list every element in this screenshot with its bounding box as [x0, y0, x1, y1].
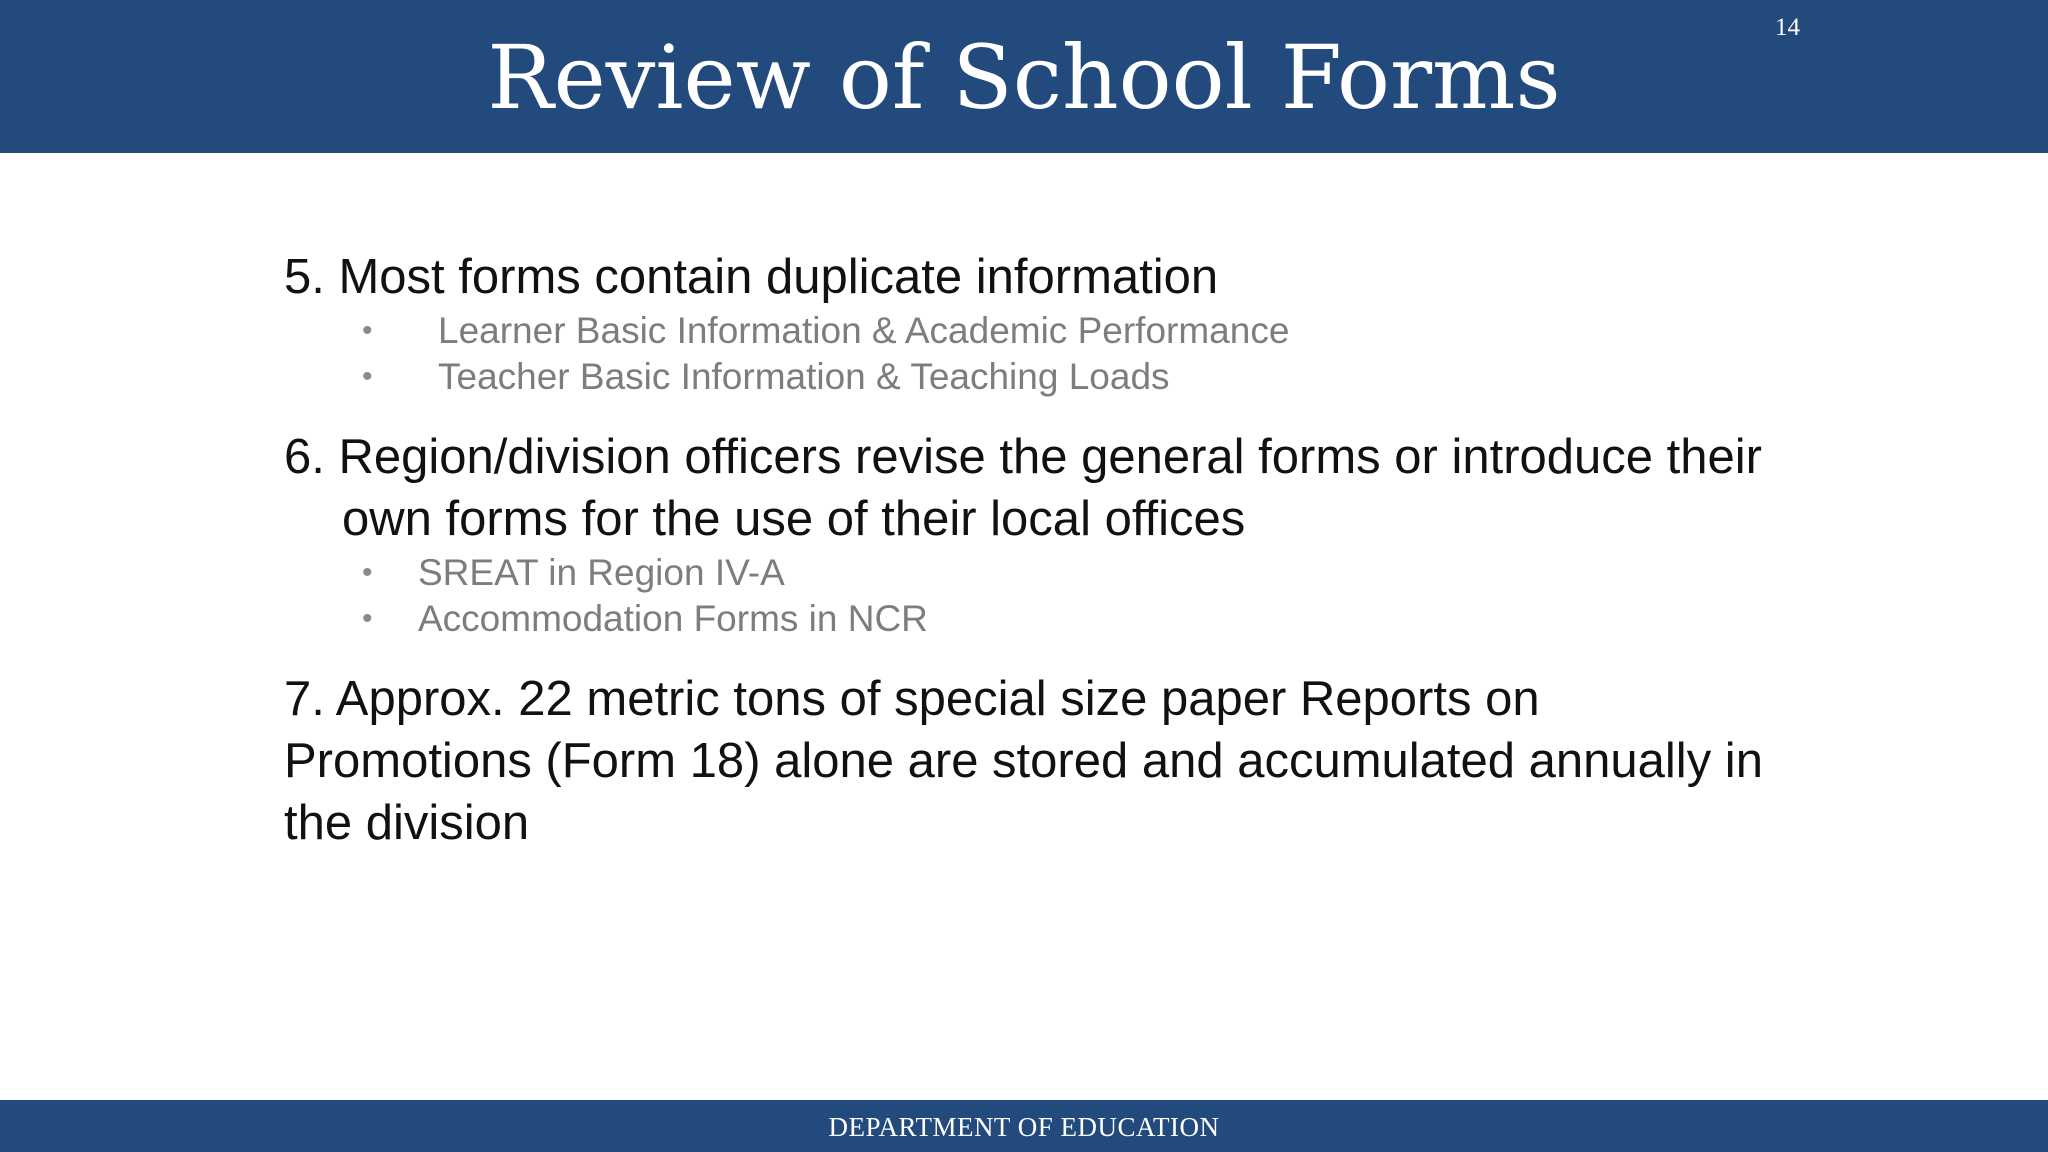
slide-content [284, 246, 1784, 854]
footer-label: DEPARTMENT OF EDUCATION [828, 1112, 1220, 1142]
point-5-text: 5. Most forms contain duplicate information [284, 250, 1219, 304]
bullet-icon: • [362, 314, 373, 347]
list-item [284, 550, 1784, 596]
point-5-sub-list [284, 308, 1784, 400]
slide-title: Review of School Forms [487, 26, 1561, 129]
sub-item-text: SREAT in Region IV-A [418, 552, 785, 593]
footer-band [0, 1100, 2048, 1152]
point-6-sub-list [284, 550, 1784, 642]
list-item [284, 354, 1784, 400]
point-5 [284, 246, 1784, 400]
bullet-icon: • [362, 602, 373, 635]
sub-item-text: Teacher Basic Information & Teaching Loads [438, 356, 1170, 397]
bullet-icon: • [362, 360, 373, 393]
bullet-icon: • [362, 556, 373, 589]
point-6 [284, 426, 1784, 642]
sub-item-text: Learner Basic Information & Academic Performance [438, 310, 1290, 351]
point-6-text: 6. Region/division officers revise the general forms or introduce their own forms for the use of their local offices [284, 430, 1762, 546]
sub-item-text: Accommodation Forms in NCR [418, 598, 928, 639]
list-item [284, 308, 1784, 354]
header-band [0, 0, 2048, 153]
point-7-text: 7. Approx. 22 metric tons of special size paper Reports on Promotions (Form 18) alone are stored and accumulated annually in the division [284, 672, 1763, 850]
slide-number: 14 [1775, 14, 1800, 41]
point-7 [284, 668, 1784, 854]
list-item [284, 596, 1784, 642]
